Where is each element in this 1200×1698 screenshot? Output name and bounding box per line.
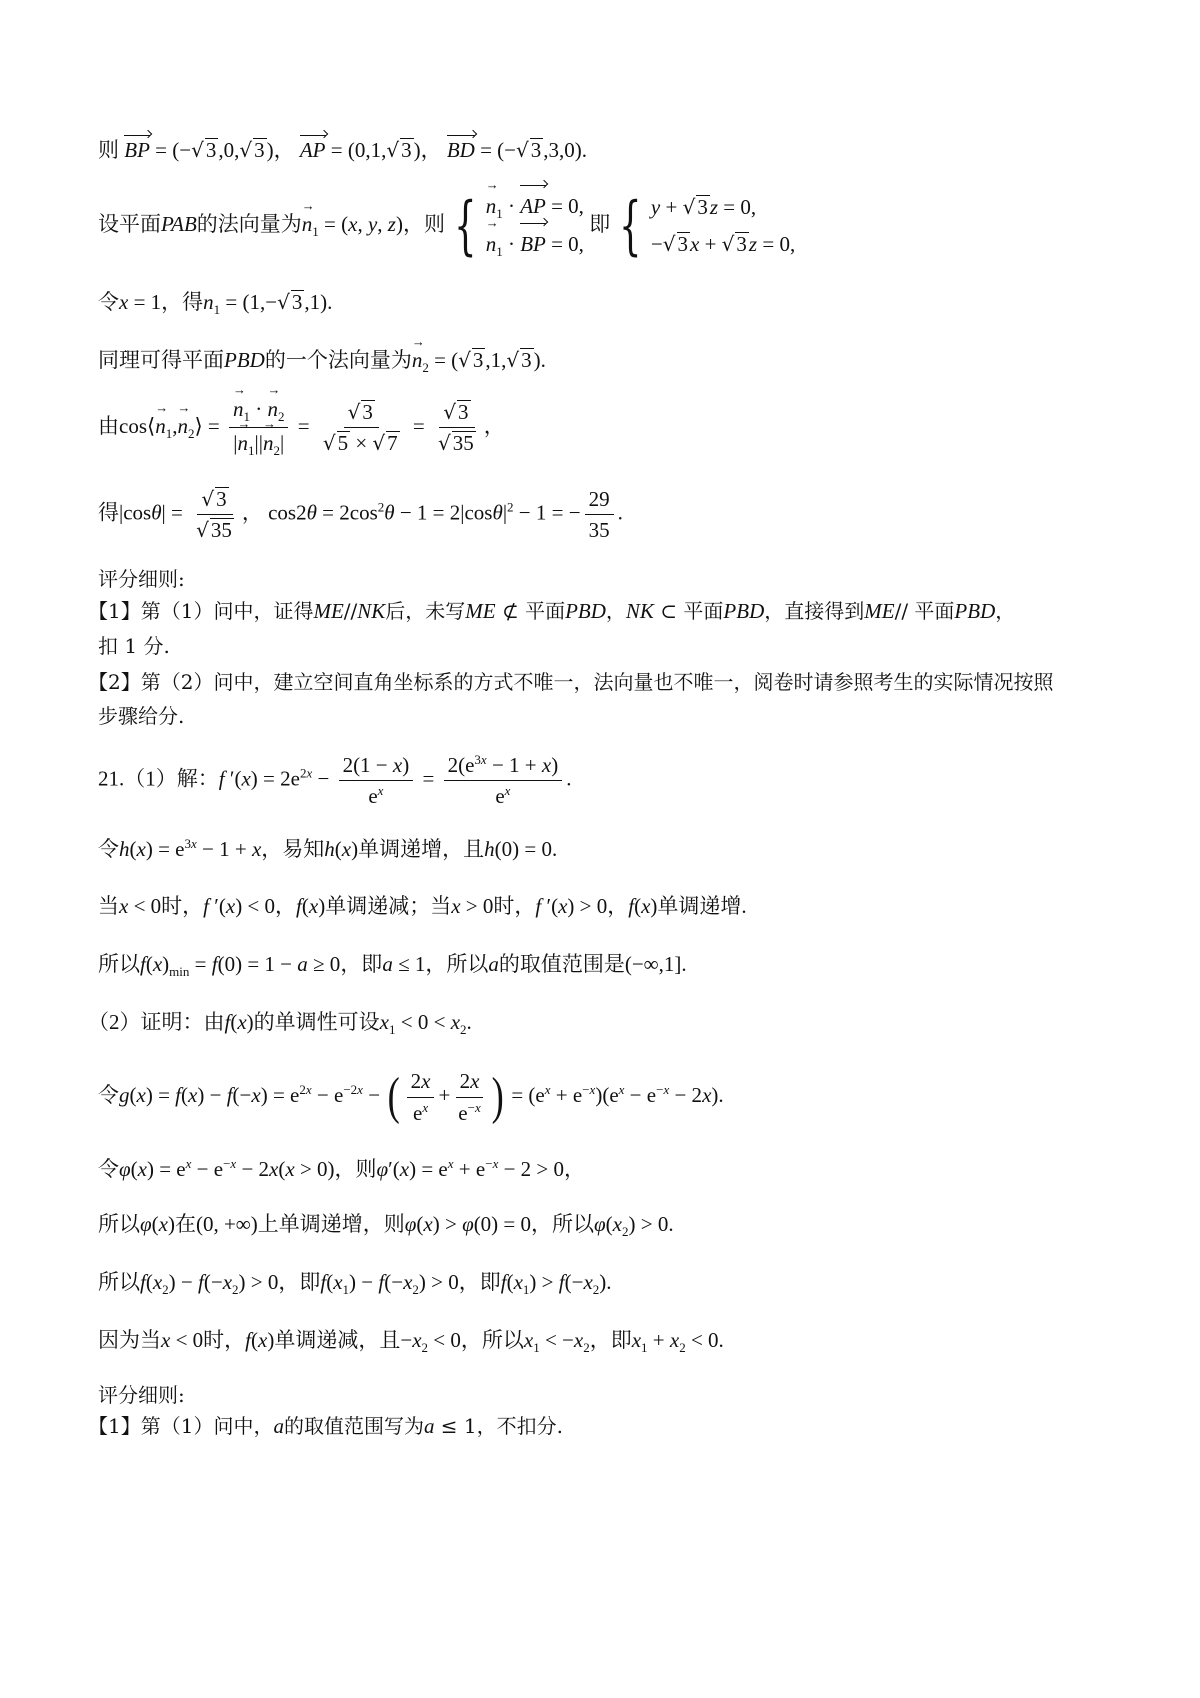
text: ，所以 bbox=[460, 1328, 524, 1352]
text: ， bbox=[275, 894, 297, 918]
text: ， bbox=[564, 1157, 586, 1181]
normal-vector-setup-line: 设平面PAB的法向量为$n \to_1 = (x$, y, z)，则 { $n \to_1$ · AP = 0, $n \to_1$ · BP = 0, 即 { y + √3z = 0, −√3x + √3z = 0, bbox=[98, 188, 795, 264]
text: 则 bbox=[98, 138, 119, 162]
text: . bbox=[540, 348, 546, 372]
text: ， bbox=[420, 138, 442, 162]
text: 令 bbox=[98, 290, 119, 314]
text: ， bbox=[241, 500, 263, 525]
text: ， bbox=[483, 413, 505, 438]
text: 的单调性可设 bbox=[253, 1010, 380, 1034]
text: ，得 bbox=[161, 290, 204, 314]
cos2theta-line: 得|cosθ| = $\frac{√3}{√35}$ ， $\cos 2\theta = 2\cos^2\theta - 1 = 2|\cos\theta|^2 - 1$ = − $\frac{29}{35}$ . bbox=[98, 487, 623, 543]
text: 的取值范围写为 bbox=[283, 1414, 424, 1438]
text: 平面 bbox=[683, 599, 724, 623]
text: . bbox=[327, 290, 333, 314]
solve-n1-line: 令x = 1，得$n_1 = (1,-√3,1)$. bbox=[98, 290, 333, 318]
text: 时， bbox=[493, 894, 536, 918]
text: . bbox=[668, 1212, 674, 1236]
text: 【1】第（1）问中，证得 bbox=[88, 599, 314, 623]
text: 所以 bbox=[98, 1270, 140, 1294]
text: 令 bbox=[98, 1083, 119, 1108]
text: ，所以 bbox=[531, 1212, 595, 1236]
text: ， bbox=[995, 599, 1016, 623]
text: 同理可得平面 bbox=[98, 348, 224, 372]
cos-formula-line: 由cos⟨n $\to_1,n$ $\to_2⟩$ = $\frac{n \to_1 \cdot n \to_2}{|n \to_1||n \to_2|}$ = $\frac{√3}{√5 \times √7}$ = $\frac{√3}{√35}$ ， bbox=[98, 396, 505, 460]
rubric-title-2: 评分细则: bbox=[98, 1383, 185, 1407]
text: 平面 bbox=[525, 599, 566, 623]
rubric2-item-1: 【1】第（1）问中，a的取值范围写为a ≤ 1，不扣分. bbox=[88, 1414, 564, 1438]
rubric-item-2-cont: 步骤给分. bbox=[98, 704, 185, 728]
vector-BP: BP bbox=[124, 138, 150, 162]
text: 令 bbox=[98, 1157, 119, 1181]
text: . bbox=[718, 1328, 724, 1352]
q21-h-line: 令$h(x) = e^{3x} - 1 + x$，易知h(x)单调递增，且h(0) = 0. bbox=[98, 836, 558, 861]
text: 时， bbox=[161, 894, 204, 918]
text: . bbox=[566, 766, 572, 791]
text: 由 bbox=[98, 413, 119, 438]
text: （2）证明：由 bbox=[88, 1010, 225, 1034]
vector-AP: AP bbox=[299, 138, 326, 162]
text: 因为当 bbox=[98, 1328, 161, 1352]
text: ， bbox=[605, 599, 626, 623]
text: 令 bbox=[98, 837, 119, 861]
text: ，直接得到 bbox=[764, 599, 865, 623]
text: 时， bbox=[203, 1328, 246, 1352]
text: ，即 bbox=[278, 1270, 321, 1294]
text: . bbox=[551, 837, 558, 861]
text: . bbox=[581, 138, 588, 162]
text: 【1】第（1）问中， bbox=[88, 1414, 274, 1438]
vector-coordinates-line: 则 BP = (−√3,0,√3)， AP = (0,1,√3)， BD = (−√3,3,0). bbox=[98, 138, 588, 162]
question-label: 21.（1）解： bbox=[98, 766, 219, 791]
text: ，即 bbox=[340, 952, 383, 976]
text: ， bbox=[273, 138, 295, 162]
text: ，即 bbox=[458, 1270, 501, 1294]
vector-BD: BD bbox=[446, 138, 475, 162]
text: 在 bbox=[174, 1212, 196, 1236]
q21-g-line: 令$g(x) = f(x) - f(-x) = e^{2x} - e^{-2x}$ − ( $\frac{2x}{e^x}$ + $\frac{2x}{e^{-x}}$ ) = $(e^x + e^{-x})(e^x - e^{-x} - 2x)$. bbox=[98, 1068, 724, 1125]
text: ，则 bbox=[334, 1157, 377, 1181]
text: ， bbox=[607, 894, 629, 918]
q21-monotonic-line: 当x < 0时，f ′(x) < 0，f(x)单调递减；当x > 0时，f ′(x) > 0，f(x)单调递增. bbox=[98, 894, 747, 918]
text: 单调递增. bbox=[657, 894, 747, 918]
q21-f-inequality-line: 所以$f(x_2) - f(-x_2) > 0$，即$f(x_1) - f(-x_2) > 0$，即$f(x_1) > f(-x_2)$. bbox=[98, 1270, 612, 1298]
text: ，即 bbox=[589, 1328, 632, 1352]
q21-phi-increasing-line: 所以φ(x)在(0, +∞)上单调递增，则φ(x) > φ(0) = 0，所以$\varphi(x_2) > 0$. bbox=[98, 1212, 674, 1240]
text: 当 bbox=[98, 894, 119, 918]
q21-part2-line: （2）证明：由f(x)的单调性可设$x_1 < 0 < x_2$. bbox=[88, 1010, 472, 1038]
text: . bbox=[718, 1083, 724, 1108]
text: 所以 bbox=[98, 1212, 140, 1236]
text: ，所以 bbox=[425, 952, 489, 976]
n2-line: 同理可得平面PBD的一个法向量为$n \to_2 = (√3,1,√3)$. bbox=[98, 348, 546, 376]
rubric-item-2: 【2】第（2）问中，建立空间直角坐标系的方式不唯一，法向量也不唯一，阅卷时请参照考生的实际情况按照 bbox=[88, 670, 1054, 694]
text: 平面 bbox=[914, 599, 955, 623]
text: . bbox=[606, 1270, 612, 1294]
text: ，易知 bbox=[261, 837, 325, 861]
text: ，则 bbox=[402, 211, 445, 236]
rubric-item-1-cont: 扣 1 分. bbox=[98, 634, 170, 658]
q21-derivative-line: 21.（1）解：f $'(x) = 2e^{2x}$ − $\frac{2(1 - x)}{e^x}$ = $\frac{2(e^{3x} - 1 + x)}{e^x}$ . bbox=[98, 752, 572, 809]
text: 后，未写 bbox=[385, 599, 466, 623]
text: 设平面 bbox=[98, 211, 161, 236]
q21-min-line: 所以$f(x)_{min} = f(0) = 1 - a \ge 0$，即a ≤ 1，所以a的取值范围是(−∞,1]. bbox=[98, 952, 687, 980]
rubric-title: 评分细则: bbox=[98, 567, 185, 591]
text: ，不扣分. bbox=[476, 1414, 564, 1438]
q21-conclusion-line: 因为当x < 0时，f(x)单调递减，且$-x_2 < 0$，所以$x_1 < -x_2$，即$x_1 + x_2 < 0$. bbox=[98, 1328, 724, 1356]
text: 单调递增，且 bbox=[358, 837, 485, 861]
q21-phi-line: 令$\varphi(x) = e^x - e^{-x} - 2x(x > 0)$，则$\varphi'(x) = e^x + e^{-x} - 2 > 0$， bbox=[98, 1156, 586, 1181]
text: 的取值范围是 bbox=[498, 952, 625, 976]
text: 单调递减；当 bbox=[325, 894, 452, 918]
text: 单调递减，且 bbox=[274, 1328, 401, 1352]
text: . bbox=[681, 952, 687, 976]
text: 的一个法向量为 bbox=[264, 348, 412, 372]
text: . bbox=[466, 1010, 472, 1034]
rubric-item-1: 【1】第（1）问中，证得ME//NK后，未写ME ⊄ 平面PBD，NK ⊂ 平面PBD，直接得到ME// 平面PBD， bbox=[88, 599, 1016, 623]
text: 得 bbox=[98, 500, 119, 525]
text: 即 bbox=[589, 211, 611, 236]
text: 上单调递增，则 bbox=[257, 1212, 405, 1236]
text: 所以 bbox=[98, 952, 140, 976]
text: 的法向量为 bbox=[196, 211, 302, 236]
